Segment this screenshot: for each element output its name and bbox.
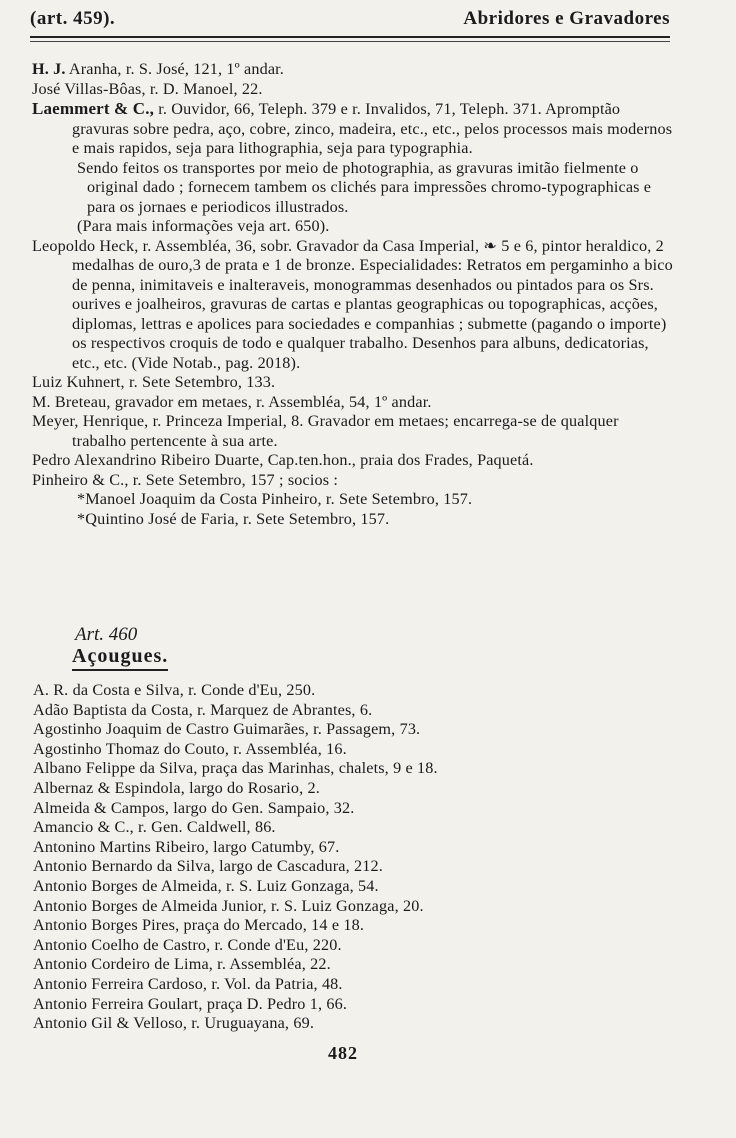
entry-text: Meyer, Henrique, r. Princeza Imperial, 8. Gravador em metaes; encarrega-se de qualquer trabalho pertencente à sua arte. bbox=[32, 412, 619, 450]
butcher-entry: Antonio Gil & Velloso, r. Uruguayana, 69. bbox=[33, 1014, 315, 1033]
directory-entry bbox=[32, 412, 674, 451]
directory-entry bbox=[32, 80, 674, 100]
entry-text: (Para mais informações veja art. 650). bbox=[77, 217, 330, 235]
header-article: (art. 459). bbox=[30, 8, 116, 29]
entry-text: *Quintino José de Faria, r. Sete Setembro, 157. bbox=[77, 509, 390, 528]
directory-entry bbox=[32, 393, 674, 413]
butcher-entry: Amancio & C., r. Gen. Caldwell, 86. bbox=[33, 818, 276, 837]
entries-list-459 bbox=[32, 60, 674, 529]
butcher-entry: Antonio Borges de Almeida, r. S. Luiz Gonzaga, 54. bbox=[33, 876, 379, 895]
butcher-entry: Antonio Ferreira Cardoso, r. Vol. da Patria, 48. bbox=[33, 974, 343, 993]
entry-text: José Villas-Bôas, r. D. Manoel, 22. bbox=[32, 79, 263, 98]
page-header bbox=[30, 4, 670, 38]
butcher-entry: Agostinho Joaquim de Castro Guimarães, r. Passagem, 73. bbox=[33, 720, 421, 739]
entry-text: Aranha, r. S. José, 121, 1º andar. bbox=[65, 60, 285, 78]
directory-entry bbox=[32, 99, 674, 159]
butcher-entry: Antonio Bernardo da Silva, largo de Cascadura, 212. bbox=[33, 857, 383, 876]
butcher-entry: Almeida & Campos, largo do Gen. Sampaio, 32. bbox=[33, 798, 355, 817]
page-number: 482 bbox=[328, 1043, 358, 1063]
directory-entry bbox=[32, 159, 674, 218]
entry-text: Pinheiro & C., r. Sete Setembro, 157 ; socios : bbox=[32, 470, 339, 489]
entry-text: Luiz Kuhnert, r. Sete Setembro, 133. bbox=[32, 373, 276, 391]
directory-entry bbox=[32, 60, 674, 80]
directory-entry bbox=[32, 490, 674, 510]
butcher-entry: Antonio Borges Pires, praça do Mercado, 14 e 18. bbox=[33, 916, 365, 935]
butcher-entry: Antonio Coelho de Castro, r. Conde d'Eu, 220. bbox=[33, 935, 342, 954]
entry-text: M. Breteau, gravador em metaes, r. Assembléa, 54, 1º andar. bbox=[32, 392, 432, 411]
entry-text: Sendo feitos os transportes por meio de photographia, as gravuras imitão fielmente o original dado ; fornecem tambem os clichés para impressões chromo-typographicas e para os jornaes e periodicos illustrados. bbox=[77, 158, 652, 216]
entry-text: Leopoldo Heck, r. Assembléa, 36, sobr. Gravador da Casa Imperial, ❧ 5 e 6, pintor heraldico, 2 medalhas de ouro,3 de prata e 1 de bronze. Especialidades: Retratos em pergaminho a bico de penna, inimitaveis e inalteraveis, monogrammas desenhados ou pintados para os Srs. ourives e joalheiros, gravuras de cartas e plantas geographicas ou topographicas, acções, diplomas, lettras e apolices para sociedades e companhias ; submette (pagando o importe) os respectivos croquis de todo e qualquer trabalho. Desenhos para albuns, dedicatorias, etc., etc. (Vide Notab., pag. 2018). bbox=[32, 236, 673, 372]
entry-text: Pedro Alexandrino Ribeiro Duarte, Cap.ten.hon., praia dos Frades, Paquetá. bbox=[32, 451, 534, 469]
butcher-entry: Adão Baptista da Costa, r. Marquez de Abrantes, 6. bbox=[33, 700, 373, 719]
entry-text: *Manoel Joaquim da Costa Pinheiro, r. Sete Setembro, 157. bbox=[77, 490, 473, 508]
entry-name: Laemmert & C., bbox=[32, 99, 154, 118]
entry-name: H. J. bbox=[32, 60, 66, 78]
directory-entry bbox=[32, 510, 674, 530]
butcher-entry: A. R. da Costa e Silva, r. Conde d'Eu, 250. bbox=[33, 681, 316, 699]
butcher-entry: Agostinho Thomaz do Couto, r. Assembléa, 16. bbox=[33, 739, 347, 758]
entries-list-460 bbox=[33, 681, 673, 1034]
butcher-entry: Albernaz & Espindola, largo do Rosario, 2. bbox=[33, 778, 320, 797]
header-rule bbox=[30, 41, 670, 42]
directory-entry bbox=[32, 451, 674, 471]
butcher-entry: Antonino Martins Ribeiro, largo Catumby, 67. bbox=[33, 837, 340, 856]
directory-entry bbox=[32, 471, 674, 491]
butcher-entry: Antonio Borges de Almeida Junior, r. S. Luiz Gonzaga, 20. bbox=[33, 896, 424, 915]
directory-entry bbox=[32, 373, 674, 393]
section-article-number: Art. 460 bbox=[75, 624, 138, 645]
entry-text: r. Ouvidor, 66, Teleph. 379 e r. Invalidos, 71, Teleph. 371. Apromptão gravuras sobre pedra, aço, cobre, zinco, madeira, etc., etc., pelos processos mais modernos e mais rapidos, seja para lithographia, seja para typographia. bbox=[72, 100, 673, 157]
butcher-entry: Albano Felippe da Silva, praça das Marinhas, chalets, 9 e 18. bbox=[33, 759, 438, 778]
butcher-entry: Antonio Cordeiro de Lima, r. Assembléa, 22. bbox=[33, 955, 331, 974]
header-title: Abridores e Gravadores bbox=[463, 8, 670, 29]
butcher-entry: Antonio Ferreira Goulart, praça D. Pedro 1, 66. bbox=[33, 994, 348, 1013]
directory-entry bbox=[32, 237, 674, 374]
directory-entry bbox=[32, 217, 674, 237]
section-heading: Açougues. bbox=[72, 645, 168, 671]
